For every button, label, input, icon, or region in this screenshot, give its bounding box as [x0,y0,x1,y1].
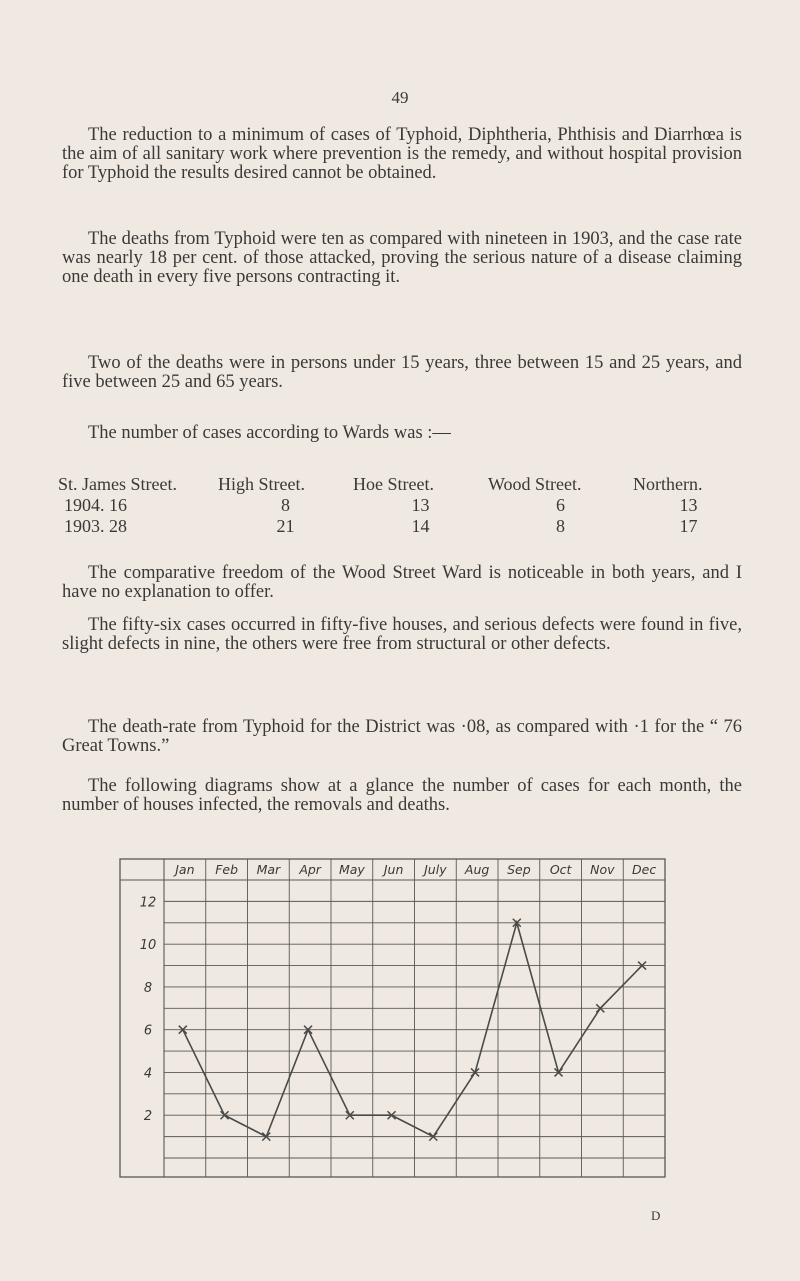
tick-label-y: 6 [143,1023,153,1039]
row-1903-wood-street: 8 [556,516,565,536]
header-wood-street: Wood Street. [488,474,582,494]
tick-label-month: Apr [299,862,321,877]
signature-mark: D [651,1208,661,1223]
tick-label-month: Jun [383,862,404,877]
tick-label-y: 4 [143,1066,153,1082]
tick-label-month: Sep [507,862,531,877]
tick-label-month: July [424,862,447,877]
header-hoe-street: Hoe Street. [353,474,434,494]
row-1904-northern: 13 [679,495,698,515]
row-1903-northern: 17 [679,516,698,536]
tick-label-y: 10 [139,938,157,954]
paragraph-houses: The fifty-six cases occurred in fifty-five houses, and serious defects were found in five, slight defects in nine, the others were free from structural or other defects. [62,615,742,654]
row-1904-wood-street: 6 [556,495,565,515]
header-st-james: St. James Street. [58,474,177,494]
tick-label-y: 12 [139,895,157,911]
paragraph-wards-intro: The number of cases according to Wards was :— [88,423,451,443]
row-1904-st-james: 1904. 16 [64,495,127,515]
row-1903-st-james: 1903. 28 [64,516,127,536]
row-1904-high-street: 8 [281,495,290,515]
tick-label-month: Mar [256,862,281,877]
tick-label-month: Jan [175,862,195,877]
paragraph-death-rate: The death-rate from Typhoid for the District was ·08, as compared with ·1 for the “ 76 Great Towns.” [62,717,742,756]
row-1904-hoe-street: 13 [411,495,430,515]
tick-label-month: Dec [632,862,657,877]
row-1903-high-street: 21 [276,516,295,536]
row-1903-hoe-street: 14 [411,516,430,536]
paragraph-diagrams: The following diagrams show at a glance the number of cases for each month, the number of houses infected, the removals and deaths. [62,776,742,815]
chart-frame [120,859,665,1177]
paragraph-ages: Two of the deaths were in persons under 15 years, three between 15 and 25 years, and five between 25 and 65 years. [62,353,742,392]
paragraph-deaths: The deaths from Typhoid were ten as compared with nineteen in 1903, and the case rate was nearly 18 per cent. of those attacked, proving the serious nature of a disease claiming one death in every five persons contracting it. [62,229,742,287]
header-northern: Northern. [633,474,703,494]
tick-label-month: Feb [215,862,239,877]
page-number: 49 [391,88,409,107]
tick-label-y: 8 [143,980,153,996]
tick-label-month: Oct [549,862,572,877]
tick-label-month: May [338,862,365,877]
tick-label-month: Nov [590,862,615,877]
tick-label-month: Aug [464,862,490,877]
paragraph-reduction: The reduction to a minimum of cases of Typhoid, Diphtheria, Phthisis and Diarrhœa is the aim of all sanitary work where prevention is the remedy, and without hospital provision for Typhoid the results desired cannot be obtained. [62,125,742,183]
paragraph-wood-street: The comparative freedom of the Wood Street Ward is noticeable in both years, and I have no explanation to offer. [62,563,742,602]
header-high-street: High Street. [218,474,305,494]
tick-label-y: 2 [143,1109,153,1125]
